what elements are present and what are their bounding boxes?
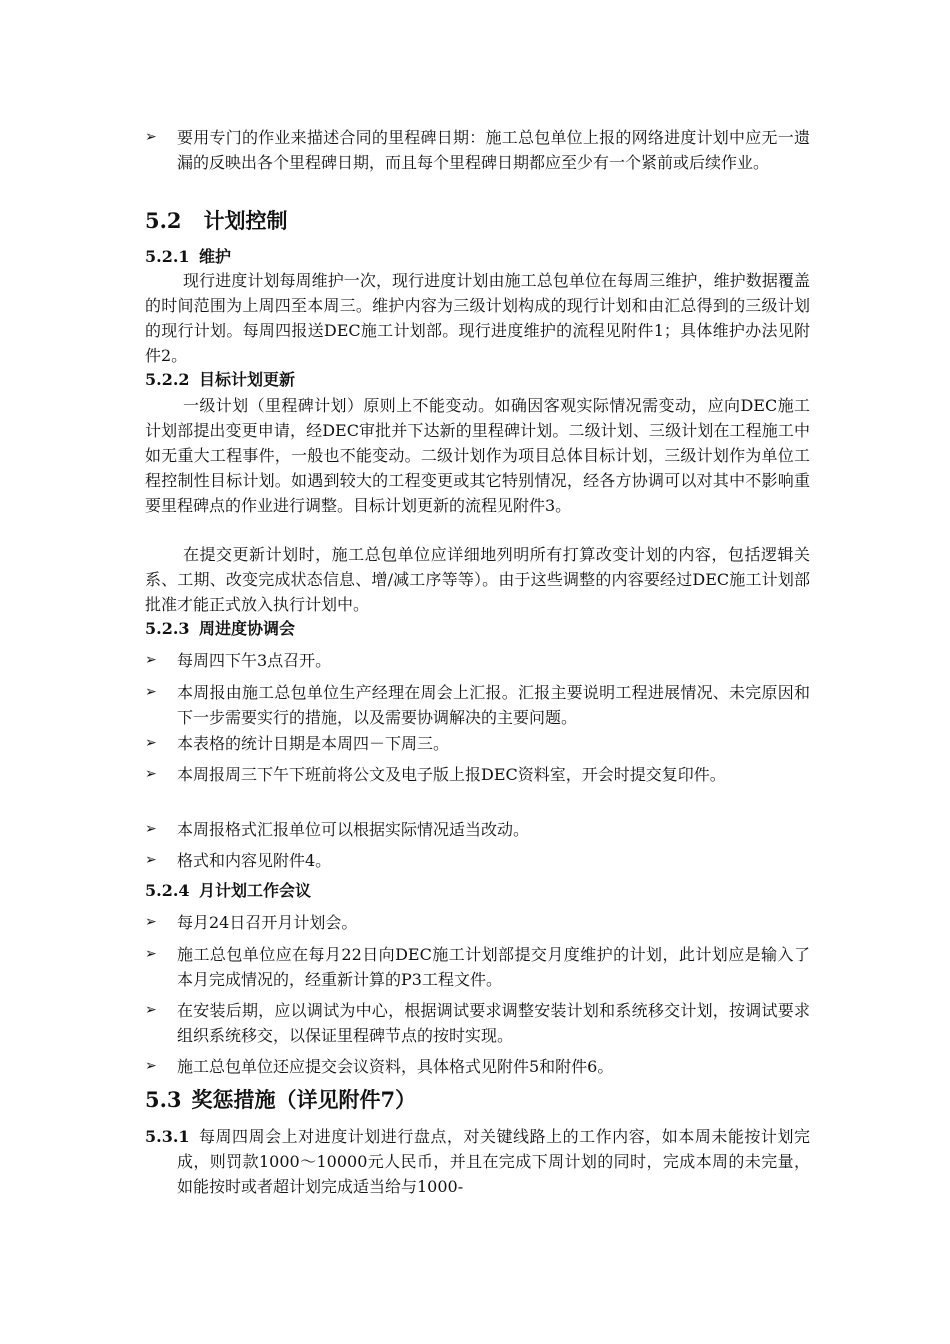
subsection-heading-5-2-1 [145, 246, 231, 268]
subsection-number: 5.2.2 [145, 370, 190, 389]
paragraph: 现行进度计划每周维护一次，现行进度计划由施工总包单位在每周三维护，维护数据覆盖的时间范围为上周四至本周三。维护内容为三级计划构成的现行计划和由汇总得到的三级计划的现行计划。每周四报送DEC施工计划部。现行进度维护的流程见附件1；具体维护办法见附件2。 [145, 271, 810, 365]
subsection-heading-5-2-4 [145, 880, 311, 902]
arrow-bullet-icon: ➢ [145, 1002, 157, 1018]
list-item [145, 817, 810, 842]
subsection-title: 周进度协调会 [199, 619, 296, 638]
arrow-bullet-icon: ➢ [145, 914, 157, 930]
section-heading-5-3 [145, 1086, 416, 1114]
subsection-title: 月计划工作会议 [199, 881, 312, 900]
subsection-heading-5-2-2 [145, 369, 295, 391]
subsection-number: 5.2.3 [145, 619, 190, 638]
paragraph-text: 每周四周会上对进度计划进行盘点，对关键线路上的工作内容，如本周未能按计划完成，则罚款1000～10000元人民币，并且在完成下周计划的同时，完成本周的未完量，如能按时或者超计划完成适当给与1000- [177, 1127, 810, 1196]
paragraph: 一级计划（里程碑计划）原则上不能变动。如确因客观实际情况需变动，应向DEC施工计划部提出变更申请，经DEC审批并下达新的里程碑计划。二级计划、三级计划在工程施工中如无重大工程事件，一般也不能变动。二级计划作为项目总体目标计划，三级计划作为单位工程控制性目标计划。如遇到较大的工程变更或其它特别情况，经各方协调可以对其中不影响重要里程碑点的作业进行调整。目标计划更新的流程见附件3。 [145, 396, 810, 515]
subsection-heading-5-2-3 [145, 618, 295, 640]
paragraph: 在提交更新计划时，施工总包单位应详细地列明所有打算改变计划的内容，包括逻辑关系、工期、改变完成状态信息、增/减工序等等）。由于这些调整的内容要经过DEC施工计划部批准才能正式放入执行计划中。 [145, 545, 810, 614]
paragraph-number: 5.3.1 [145, 1127, 190, 1146]
numbered-paragraph-5-3-1 [145, 1124, 810, 1199]
subsection-number: 5.2.1 [145, 247, 190, 266]
list-item-text: 施工总包单位应在每月22日向DEC施工计划部提交月度维护的计划，此计划应是输入了本月完成情况的，经重新计算的P3工程文件。 [177, 945, 810, 989]
arrow-bullet-icon: ➢ [145, 735, 157, 751]
arrow-bullet-icon: ➢ [145, 652, 157, 668]
arrow-bullet-icon: ➢ [145, 1058, 157, 1074]
list-item [145, 942, 810, 992]
list-item [145, 910, 810, 935]
list-item-text: 每月24日召开月计划会。 [177, 913, 358, 932]
list-item [145, 731, 810, 756]
list-item-text: 要用专门的作业来描述合同的里程碑日期：施工总包单位上报的网络进度计划中应无一遗漏的反映出各个里程碑日期，而且每个里程碑日期都应至少有一个紧前或后续作业。 [177, 128, 810, 172]
arrow-bullet-icon: ➢ [145, 129, 157, 145]
list-item [145, 848, 810, 873]
list-item-text: 每周四下午3点召开。 [177, 651, 332, 670]
list-item [145, 762, 810, 787]
section-number: 5.2 [145, 208, 182, 233]
arrow-bullet-icon: ➢ [145, 852, 157, 868]
list-item-text: 本表格的统计日期是本周四－下周三。 [177, 734, 450, 753]
section-title: 奖惩措施（详见附件7） [191, 1087, 417, 1112]
subsection-title: 目标计划更新 [199, 370, 296, 389]
section-heading-5-2 [145, 207, 288, 235]
arrow-bullet-icon: ➢ [145, 684, 157, 700]
section-number: 5.3 [145, 1087, 182, 1112]
list-item [145, 998, 810, 1048]
arrow-bullet-icon: ➢ [145, 766, 157, 782]
list-item [145, 1054, 810, 1079]
list-item-text: 格式和内容见附件4。 [177, 851, 332, 870]
list-item-text: 本周报由施工总包单位生产经理在周会上汇报。汇报主要说明工程进展情况、未完原因和下一步需要实行的措施，以及需要协调解决的主要问题。 [177, 683, 810, 727]
list-item-text: 施工总包单位还应提交会议资料，具体格式见附件5和附件6。 [177, 1057, 614, 1076]
list-item [145, 125, 810, 175]
arrow-bullet-icon: ➢ [145, 821, 157, 837]
arrow-bullet-icon: ➢ [145, 946, 157, 962]
list-item-text: 在安装后期，应以调试为中心，根据调试要求调整安装计划和系统移交计划，按调试要求组织系统移交，以保证里程碑节点的按时实现。 [177, 1001, 810, 1045]
section-title: 计划控制 [203, 208, 288, 233]
subsection-number: 5.2.4 [145, 881, 190, 900]
subsection-title: 维护 [199, 247, 232, 266]
list-item-text: 本周报周三下午下班前将公文及电子版上报DEC资料室，开会时提交复印件。 [177, 765, 726, 784]
list-item [145, 680, 810, 730]
list-item [145, 648, 810, 673]
list-item-text: 本周报格式汇报单位可以根据实际情况适当改动。 [177, 820, 530, 839]
